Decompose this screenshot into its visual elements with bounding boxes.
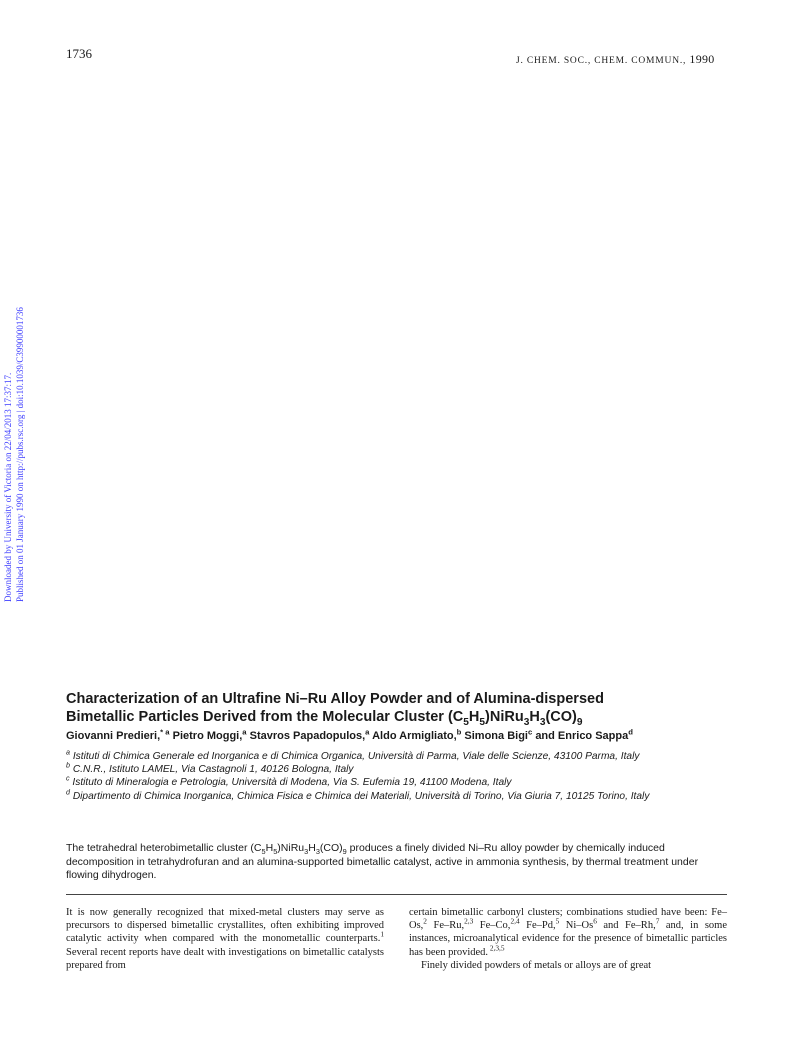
author: Giovanni Predieri,$^{* a}$ [66,727,170,742]
author-list [66,727,766,742]
title-line-1: Characterization of an Ultrafine Ni–Ru Alloy Powder and of Alumina-dispersed [66,691,604,707]
affiliation: $^b$ C.N.R., Istituto LAMEL, Via Castagnoli 1, 40126 Bologna, Italy [66,761,354,776]
running-head [516,52,715,67]
reference-marker[interactable]: 2,3 [464,916,474,926]
publication-watermark: Published on 01 January 1990 on http://pubs.rsc.org | doi:10.1039/C39900001736 [15,307,25,602]
section-divider [66,894,727,895]
reference-marker[interactable]: 1 [380,929,384,939]
reference-marker[interactable]: 5 [555,916,560,926]
abstract: The tetrahedral heterobimetallic cluster $(C_5H_5)NiRu_3H_3(CO)_9$ produces a finely divided Ni–Ru alloy powder by chemically induced decomposition in tetrahydrofuran and an alumina-supported bimetallic catalyst, active in ammonia synthesis, by thermal treatment under flowing dihydrogen. [66,842,699,881]
title-line-2: Bimetallic Particles Derived from the Molecular Cluster $(C_5H_5)NiRu_3H_3(CO)_9$ [66,709,583,728]
affiliation: $^c$ Istituto di Mineralogia e Petrologia, Università di Modena, Via S. Eufemia 19, 41100 Modena, Italy [66,775,512,789]
paragraph: certain bimetallic carbonyl clusters; combinations studied have been: Fe–Os,$^2$ Fe–Ru,$^{2,3}$ Fe–Co,$^{2,4}$ Fe–Pd,$^5$ Ni–Os$^6$ and Fe–Rh,$^7$ and, in some instances, microanalytical evidence for the presence of bimetallic particles has been provided. $^{2,3,5}$ [409,907,728,958]
affiliation: $^d$ Dipartimento di Chimica Inorganica, Chimica Fisica e Chimica dei Materiali, Università di Torino, Via Giuria 7, 10125 Torino, Italy [66,788,650,802]
page-number: 1736 [66,46,92,61]
author: Aldo Armigliato,$^b$ [372,727,462,742]
affiliation: $^a$ Istituti di Chimica Generale ed Inorganica e di Chimica Organica, Università di Parma, Viale delle Scienze, 43100 Parma, Italy [66,748,640,762]
body-column-right [409,906,727,972]
body-column-left [66,906,384,972]
author: Simona Bigi$^c$ [464,727,533,742]
reference-marker[interactable]: 2,4 [510,916,520,926]
journal-name: J. CHEM. SOC., CHEM. COMMUN., [516,56,687,66]
journal-year: 1990 [689,52,715,66]
download-watermark: Downloaded by University of Victoria on 22/04/2013 17:37:17. [3,372,13,602]
author: Pietro Moggi,$^a$ [172,727,247,742]
reference-marker[interactable]: 6 [593,916,597,926]
author: and Enrico Sappa$^d$ [535,727,633,742]
author: Stavros Papadopulos,$^a$ [249,727,370,742]
reference-marker[interactable]: 7 [655,916,660,926]
article-title [66,690,746,726]
affiliations [66,750,746,803]
paragraph: Finely divided powders of metals or alloys are of great [421,959,652,971]
paragraph: It is now generally recognized that mixed-metal clusters may serve as precursors to dispersed bimetallic crystallites, often exhibiting improved catalytic activity when compared with the monometallic counterparts.$^1$ Several recent reports have dealt with investigations on bimetallic catalysts prepared from [66,907,384,971]
reference-marker[interactable]: 2,3,5 [488,943,505,953]
reference-marker[interactable]: 2 [423,916,427,926]
